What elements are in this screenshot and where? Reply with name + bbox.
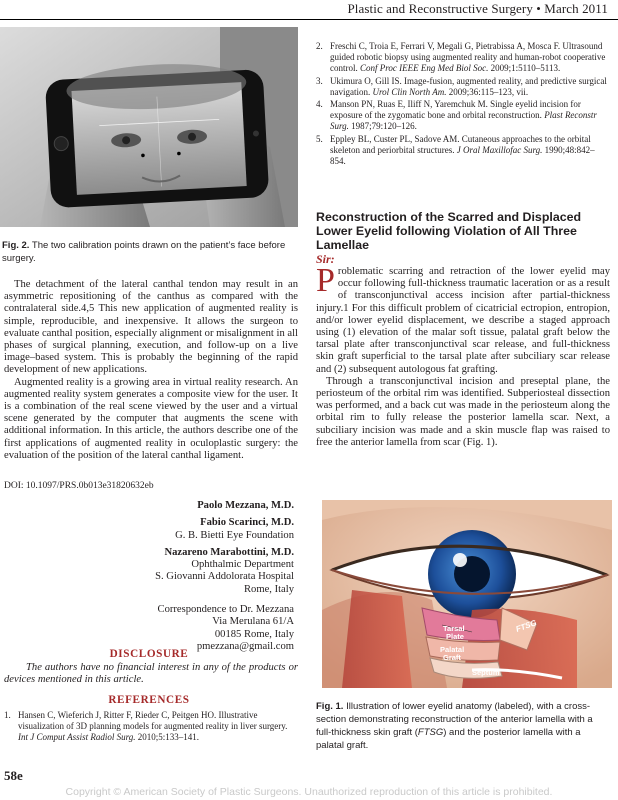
- article-title: Reconstruction of the Scarred and Displaced Lower Eyelid following Violation of All Three Lamellae: [316, 210, 582, 252]
- header-rule: [0, 19, 618, 20]
- journal-header-title: Plastic and Reconstructive Surgery • March 2011: [347, 1, 608, 16]
- fig1-caption: Fig. 1. Illustration of lower eyelid anatomy (labeled), with a cross-section demonstrating reconstruction of the anterior lamella with a full-thickness skin graft (FTSG) and the posterior lamella with a palatal graft.: [316, 701, 593, 751]
- article-body: [316, 262, 610, 449]
- label-palatal: Palatal: [440, 645, 465, 654]
- body-paragraph: The detachment of the lateral canthal tendon may result in an asymmetric repositioning of the canthus as compared with the contralateral side.4,5 This new application of augmented reality is simple, reproducible, and inexpensive. It allows the surgeon to evaluate canthal position, especially alignment or misalignment in all phases of surgical planning, execution, and follow-up on a live image–based system. This is probably the beginning of the rapid development of new applications.: [4, 279, 298, 376]
- page-number: 58e: [4, 768, 23, 783]
- author-name: Paolo Mezzana, M.D.: [197, 500, 294, 511]
- copyright-notice: Copyright © American Society of Plastic Surgeons. Unauthorized reproduction of this article is prohibited.: [65, 786, 553, 798]
- fig1-illustration: [322, 500, 612, 688]
- reference-item: 4. Manson PN, Ruas E, Iliff N, Yaremchuk M. Single eyelid incision for exposure of the zygomatic bone and orbital reconstruction. Plast Reconstr Surg. 1987;79:120–126.: [316, 99, 597, 132]
- references-list-right: [316, 41, 610, 167]
- left-body-text: [4, 279, 298, 462]
- author-name: Nazareno Marabottini, M.D.: [164, 546, 294, 558]
- email-link[interactable]: pmezzana@gmail.com: [196, 640, 294, 652]
- salutation: Sir:: [316, 252, 335, 266]
- references-list-left: [4, 710, 298, 744]
- reference-item: 1. Hansen C, Wieferich J, Ritter F, Rieder C, Peitgen HO. Illustrative visualization of 3D planning models for augmented reality in liver surgery. Int J Comput Assist Radiol Surg. 2010;5:133–141.: [4, 710, 288, 743]
- fig2-photo: [0, 27, 298, 227]
- body-paragraph: Augmented reality is a growing area in virtual reality research. An augmented reality system generates a composite view for the user. It is a combination of the real scene viewed by the user and a virtual scene generated by the computer that augments the scene with additional information. In this article, the authors describe one of the first applications of augmented reality in oculoplastic surgery: the evaluation of the position of the lateral canthal ligament.: [4, 376, 298, 461]
- label-ftsg: FTSG: [514, 618, 538, 634]
- label-septum: Septum: [472, 668, 500, 677]
- affiliation: Rome, Italy: [243, 583, 294, 595]
- references-heading: REFERENCES: [108, 694, 190, 706]
- reference-item: 5. Eppley BL, Custer PL, Sadove AM. Cutaneous approaches to the orbital skeleton and periorbital structures. J Oral Maxillofac Surg. 1990;48:842–854.: [316, 133, 595, 167]
- label-tarsal: Tarsal: [443, 624, 465, 633]
- body-paragraph: Through a transconjunctival incision and preseptal plane, the periosteum of the orbital rim was identified. Subperiosteal dissection was performed, and a back cut was made in the periosteum along the orbital rim to fully release the posterior lamella scar. Next, a subciliary incision was made and a skin muscle flap was raised to free the anterior lamella from scar (Fig. 1).: [316, 375, 610, 448]
- label-graft: Graft: [443, 653, 461, 662]
- smartphone: [44, 59, 269, 208]
- signature-block: [0, 500, 294, 653]
- body-paragraph: roblematic scarring and retraction of the lower eyelid may occur following full-thickness traumatic laceration or as a result of transconjunctival access incision after partial-thickness injury.1 For this difficult problem of cicatricial ectropion, entropion, and/or lower eyelid displacement, we describe a staged approach using (1) elevation of the malar soft tissue, palatal graft below the tarsal plate after transconjunctival scar release, and full-thickness skin graft superficial to the tarsal plate after subciliary scar release and (2) subsequent autologous fat grafting.: [316, 266, 610, 375]
- author-name: Fabio Scarinci, M.D.: [200, 517, 294, 529]
- fig2-caption-text: The two calibration points drawn on the patient’s face before surgery.: [2, 240, 286, 264]
- muscle-layer: [342, 590, 412, 688]
- correspondence: Correspondence to Dr. Mezzana: [157, 604, 294, 616]
- fig2-caption: [2, 239, 298, 265]
- affiliation: S. Giovanni Addolorata Hospital: [155, 571, 294, 583]
- affiliation: Ophthalmic Department: [191, 559, 294, 571]
- drop-cap: P: [316, 262, 335, 299]
- fig2-label: Fig. 2.: [2, 240, 30, 251]
- fig1-label: Fig. 1.: [316, 701, 344, 712]
- doi: DOI: 10.1097/PRS.0b013e31820632eb: [4, 481, 154, 491]
- reference-item: 3. Ukimura O, Gill IS. Image-fusion, augmented reality, and predictive surgical navigation. Urol Clin North Am. 2009;36:115–123, vii.: [316, 75, 607, 97]
- label-plate: Plate: [446, 632, 464, 641]
- address-line: Via Merulana 61/A: [212, 616, 294, 628]
- affiliation: G. B. Bietti Eye Foundation: [175, 529, 294, 541]
- address-line: 00185 Rome, Italy: [214, 628, 294, 640]
- disclosure-heading: DISCLOSURE: [109, 648, 189, 660]
- disclosure-text: The authors have no financial interest in any of the products or devices mentioned in this article.: [4, 662, 298, 686]
- running-header: [0, 0, 618, 20]
- reference-item: 2. Freschi C, Troia E, Ferrari V, Megali G, Pietrabissa A, Mosca F. Ultrasound guided robotic biopsy using augmented reality and human-robot cooperative control. Conf Proc IEEE Eng Med Biol Soc. 2009;1:5110–5113.: [316, 41, 606, 74]
